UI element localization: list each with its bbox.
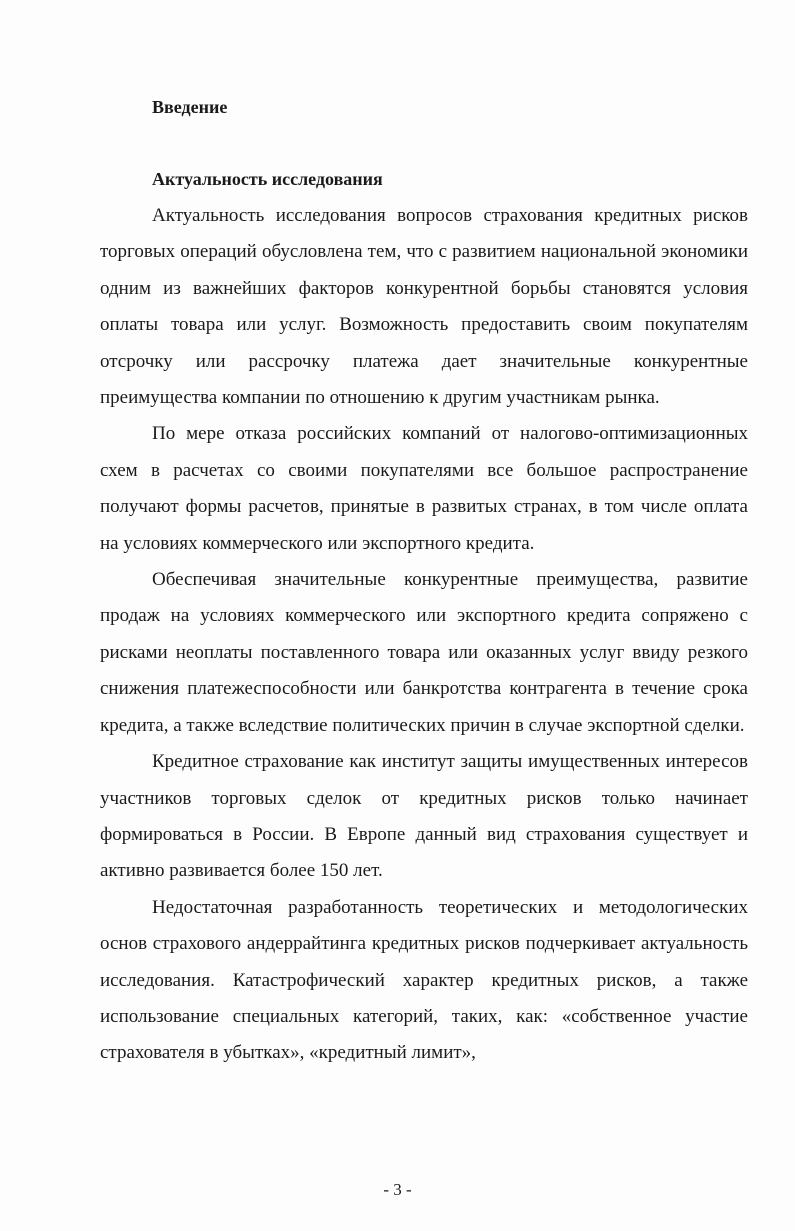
paragraph: По мере отказа российских компаний от налогово-оптимизационных схем в расчетах со своими покупателями все большое распространение получают формы расчетов, принятые в развитых странах, в том числе оплата на условиях коммерческого или экспортного кредита.	[100, 423, 748, 554]
paragraph: Кредитное страхование как институт защиты имущественных интересов участников торговых сделок от кредитных рисков только начинает формироваться в России. В Европе данный вид страхования существует и активно развивается более 150 лет.	[100, 751, 748, 882]
body-text	[100, 198, 748, 1072]
page-number: - 3 -	[383, 1180, 412, 1199]
section-title: Введение	[152, 97, 228, 117]
paragraph: Обеспечивая значительные конкурентные преимущества, развитие продаж на условиях коммерческого или экспортного кредита сопряжено с рисками неоплаты поставленного товара или оказанных услуг ввиду резкого снижения платежеспособности или банкротства контрагента в течение срока кредита, а также вследствие политических причин в случае экспортной сделки.	[100, 569, 748, 736]
paragraph: Недостаточная разработанность теоретических и методологических основ страхового андеррайтинга кредитных рисков подчеркивает актуальность исследования. Катастрофический характер кредитных рисков, а также использование специальных категорий, таких, как: «собственное участие страхователя в убытках», «кредитный лимит»,	[100, 896, 748, 1064]
paragraph: Актуальность исследования вопросов страхования кредитных рисков торговых операций обусловлена тем, что с развитием национальной экономики одним из важнейших факторов конкурентной борьбы становятся условия оплаты товара или услуг. Возможность предоставить своим покупателям отсрочку или рассрочку платежа дает значительные конкурентные преимущества компании по отношению к другим участникам рынка.	[100, 205, 748, 409]
subsection-title: Актуальность исследования	[152, 169, 383, 189]
